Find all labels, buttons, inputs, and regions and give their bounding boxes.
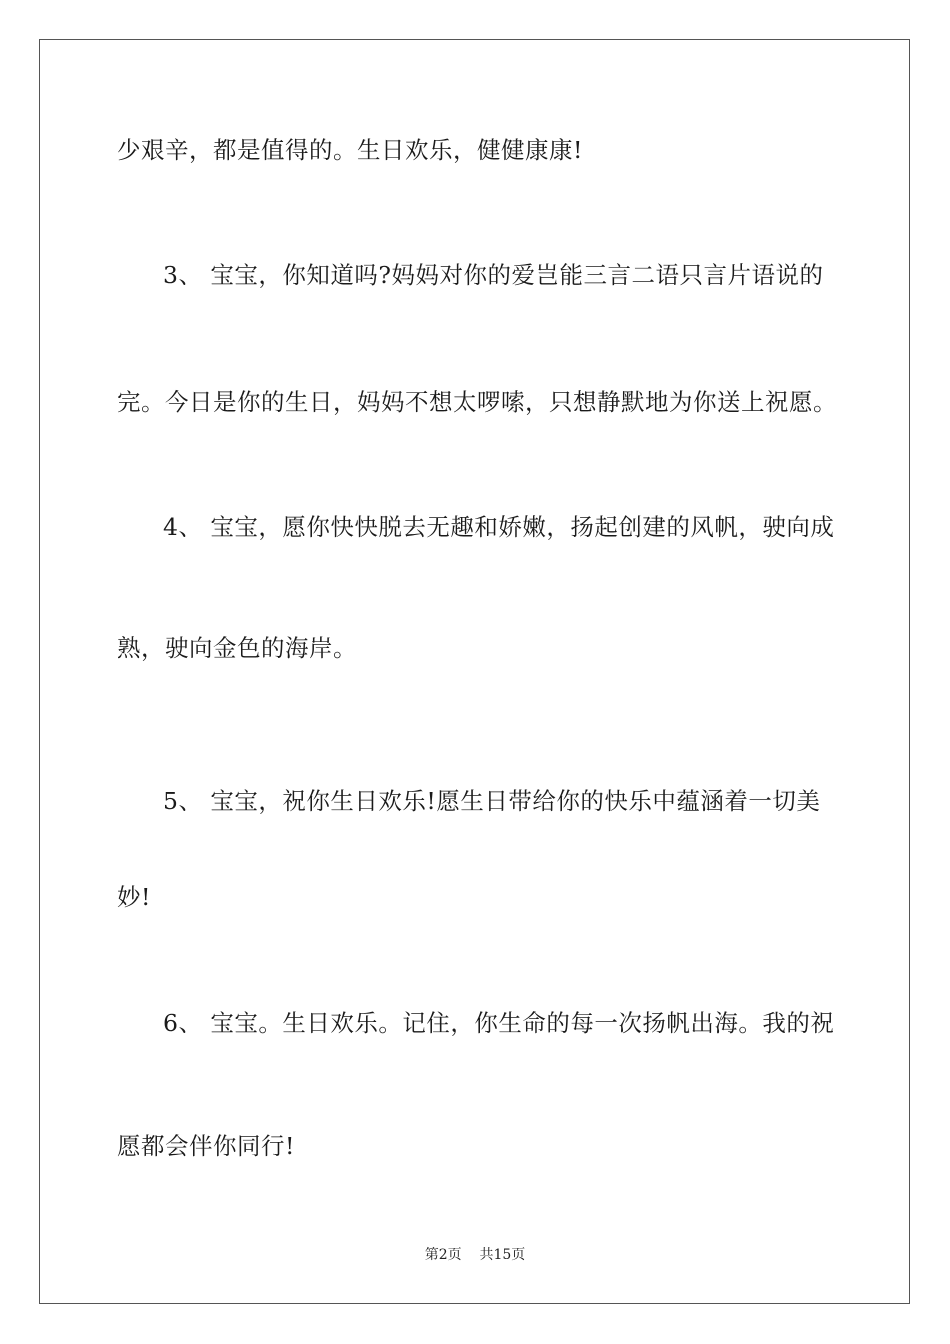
page-total: 共15页 xyxy=(479,1247,526,1263)
wish-6-line-1: 6、 宝宝。生日欢乐。记住，你生命的每一次扬帆出海。我的祝 xyxy=(163,1009,835,1037)
text-line-1: 少艰辛，都是值得的。生日欢乐，健健康康! xyxy=(117,136,583,164)
wish-3-line-1: 3、 宝宝，你知道吗?妈妈对你的爱岂能三言二语只言片语说的 xyxy=(163,261,824,289)
page-footer xyxy=(0,1246,950,1264)
wish-6-line-2: 愿都会伴你同行! xyxy=(117,1132,295,1160)
wish-3-line-2: 完。今日是你的生日，妈妈不想太啰嗦，只想静默地为你送上祝愿。 xyxy=(117,388,837,416)
page-frame xyxy=(39,39,910,1304)
page-number: 第2页 xyxy=(424,1247,462,1263)
wish-4-line-2: 熟，驶向金色的海岸。 xyxy=(117,634,357,662)
wish-5-line-1: 5、 宝宝，祝你生日欢乐!愿生日带给你的快乐中蕴涵着一切美 xyxy=(163,787,821,815)
wish-4-line-1: 4、 宝宝，愿你快快脱去无趣和娇嫩，扬起创建的风帆，驶向成 xyxy=(163,513,835,541)
wish-5-line-2: 妙! xyxy=(117,883,151,911)
